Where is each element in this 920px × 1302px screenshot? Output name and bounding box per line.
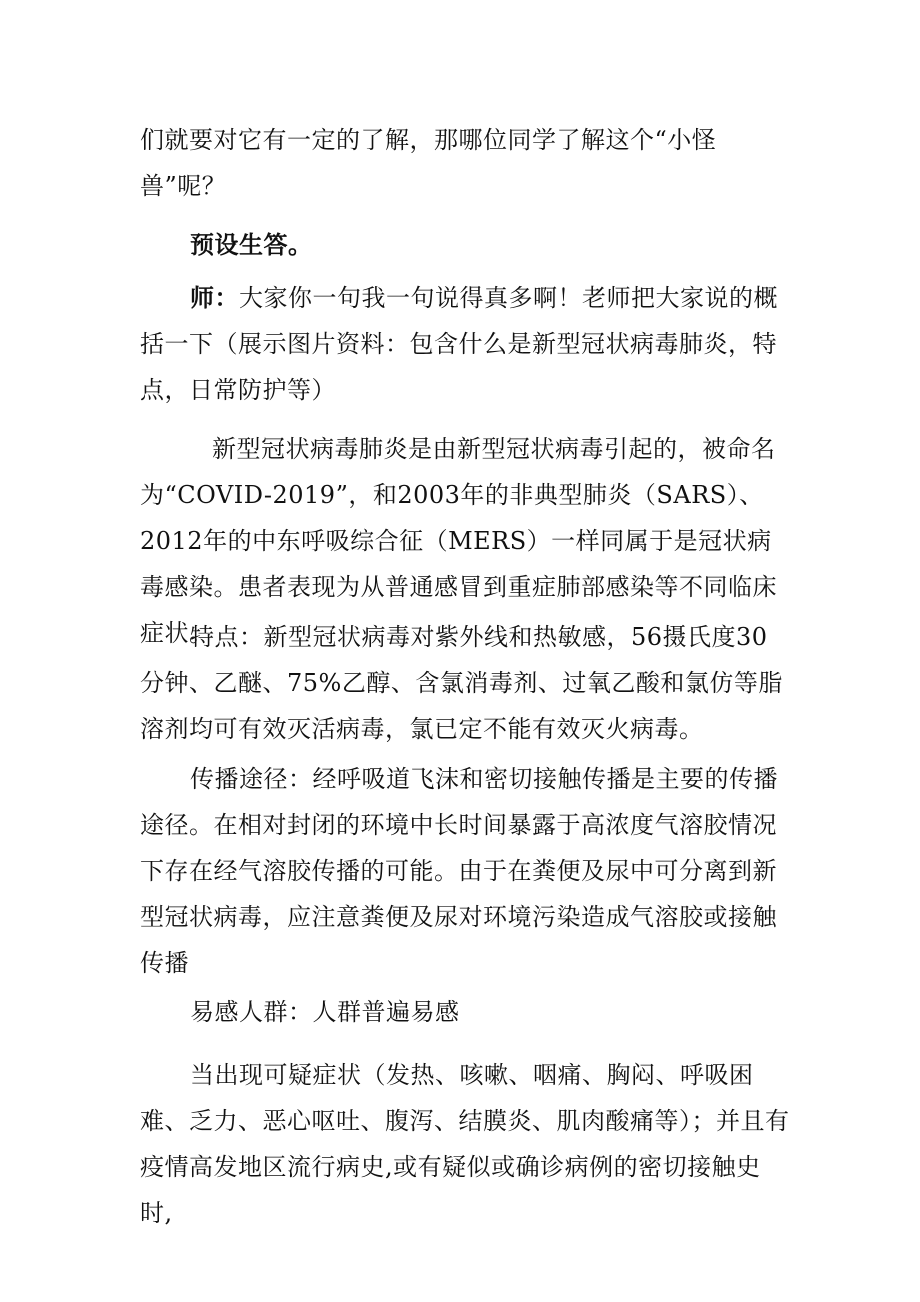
paragraph-covid-definition: 新型冠状病毒肺炎是由新型冠状病毒引起的，被命名为“COVID-2019”，和2003年的非典型肺炎（SARS）、2012年的中东呼吸综合征（MERS）一样同属于是冠状病毒感染。患者表现为从普通感冒到重症肺部感染等不同临床症状。 xyxy=(140,435,777,647)
paragraph-characteristics: 特点：新型冠状病毒对紫外线和热敏感，56摄氏度30分钟、乙醚、75%乙醇、含氯消毒剂、过氧乙酸和氯仿等脂溶剂均可有效灭活病毒，氯已定不能有效灭火病毒。 xyxy=(140,623,783,743)
paragraph-transmission: 传播途径：经呼吸道飞沫和密切接触传播是主要的传播途径。在相对封闭的环境中长时间暴露于高浓度气溶胶情况下存在经气溶胶传播的可能。由于在粪便及尿中可分离到新型冠状病毒，应注意粪便及尿对环境污染造成气溶胶或接触传播 xyxy=(140,765,778,977)
paragraph-susceptible-population: 易感人群：人群普遍易感 xyxy=(190,998,460,1026)
paragraph-symptoms: 当出现可疑症状（发热、咳嗽、咽痛、胸闷、呼吸困难、乏力、恶心呕吐、腹泻、结膜炎、肌肉酸痛等）；并且有疫情高发地区流行病史,或有疑似或确诊病例的密切接触史时, xyxy=(140,1061,790,1227)
paragraph-continuation: 们就要对它有一定的了解，那哪位同学了解这个“小怪兽”呢？ xyxy=(140,126,717,200)
teacher-text: 大家你一句我一句说得真多啊！老师把大家说的概括一下（展示图片资料：包含什么是新型冠状病毒肺炎，特点，日常防护等） xyxy=(140,284,778,404)
paragraph-teacher-summary xyxy=(140,275,790,413)
paragraph-preset-answer: 预设生答。 xyxy=(190,230,313,259)
speaker-label: 师： xyxy=(190,283,239,312)
